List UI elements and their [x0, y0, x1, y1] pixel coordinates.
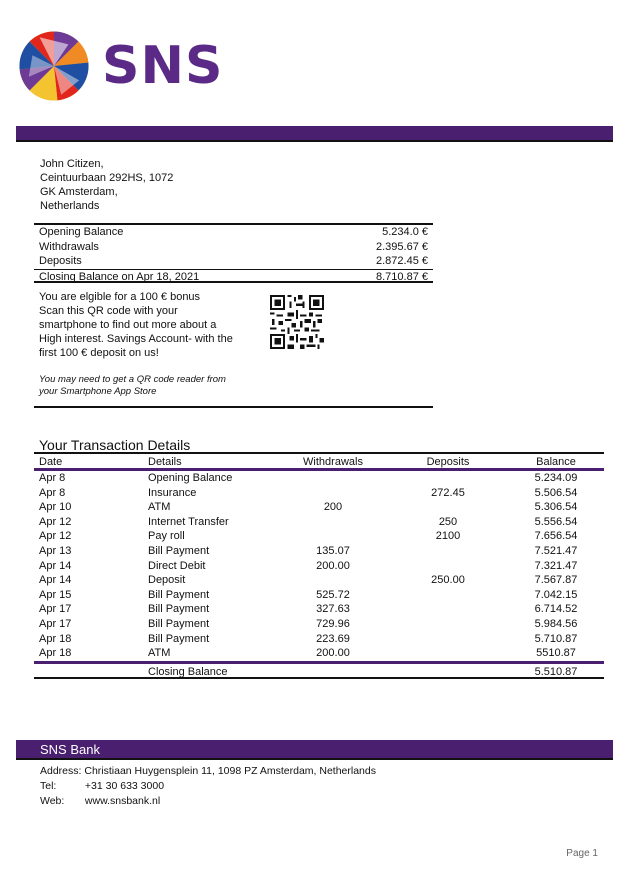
summary-closing-row — [34, 269, 433, 284]
table-row — [34, 632, 604, 647]
cell-date: Apr 12 — [39, 515, 72, 528]
summary-row — [34, 225, 433, 240]
cell-details: ATM — [148, 501, 171, 514]
cell-details: Bill Payment — [148, 544, 210, 557]
cell-deposit — [388, 559, 508, 574]
closing-balance-value: 5.510.87 — [534, 665, 578, 678]
cell-withdrawal — [278, 486, 388, 501]
cell-balance: 5.984.56 — [534, 617, 578, 630]
cell-date: Apr 8 — [39, 472, 66, 484]
cell-details: Bill Payment — [148, 603, 210, 616]
sns-logo — [18, 30, 223, 102]
cell-details: Opening Balance — [148, 472, 233, 484]
cell-date: Apr 15 — [39, 588, 72, 601]
cell-date: Apr 18 — [39, 632, 72, 645]
cell-details: Deposit — [148, 574, 186, 587]
cell-deposit — [388, 544, 508, 559]
cell-withdrawal — [278, 573, 388, 588]
cell-balance: 5.506.54 — [534, 486, 578, 499]
contact-tel — [40, 779, 376, 794]
transactions-table — [34, 452, 604, 679]
cell-date: Apr 18 — [39, 647, 72, 660]
cell-balance: 7.521.47 — [534, 544, 578, 557]
cell-date: Apr 17 — [39, 617, 72, 630]
column-header: Date — [39, 456, 63, 468]
promo-line: first 100 € deposit on us! — [39, 347, 159, 359]
cell-details: Bill Payment — [148, 588, 210, 601]
customer-address — [40, 157, 173, 213]
cell-details: ATM — [148, 647, 171, 660]
cell-details: Pay roll — [148, 530, 185, 543]
cell-balance: 7.567.87 — [534, 574, 578, 587]
cell-withdrawal: 327.63 — [316, 603, 350, 616]
cell-deposit — [388, 588, 508, 603]
cell-withdrawal — [278, 515, 388, 530]
address-value: Christiaan Huygensplein 11, 1098 PZ Amsterdam, Netherlands — [84, 765, 376, 777]
cell-balance: 7.042.15 — [534, 588, 578, 601]
cell-withdrawal: 135.07 — [316, 544, 350, 557]
column-header: Details — [148, 456, 182, 468]
cell-details: Bill Payment — [148, 617, 210, 630]
table-row — [34, 588, 604, 603]
cell-deposit — [388, 500, 508, 515]
cell-withdrawal: 223.69 — [316, 632, 350, 645]
closing-label: Closing Balance on Apr 18, 2021 — [39, 270, 200, 283]
promo-note-line: You may need to get a QR code reader from — [39, 374, 226, 385]
summary-value: 2.395.67 € — [376, 240, 428, 253]
cell-deposit — [388, 471, 508, 486]
cell-withdrawal: 200.00 — [316, 647, 350, 660]
balance-summary — [34, 223, 433, 283]
address-line-2: GK Amsterdam, — [40, 186, 118, 198]
table-row — [34, 544, 604, 559]
page-number: Page 1 — [566, 848, 598, 859]
cell-date: Apr 10 — [39, 501, 72, 514]
promo-note — [39, 374, 254, 398]
table-row — [34, 602, 604, 617]
closing-balance-label: Closing Balance — [148, 665, 228, 678]
summary-value: 2.872.45 € — [376, 255, 428, 267]
column-header: Withdrawals — [303, 456, 363, 468]
table-row — [34, 617, 604, 632]
summary-label: Opening Balance — [39, 226, 124, 238]
table-closing-row — [34, 661, 604, 679]
web-label: Web: — [40, 795, 65, 807]
customer-name: John Citizen, — [40, 158, 104, 170]
cell-balance: 7.321.47 — [534, 559, 578, 572]
column-header: Deposits — [426, 456, 470, 468]
cell-details: Bill Payment — [148, 632, 210, 645]
cell-withdrawal: 525.72 — [316, 588, 350, 601]
table-row — [34, 559, 604, 574]
cell-balance: 5.306.54 — [534, 501, 578, 514]
table-row — [34, 500, 604, 515]
cell-withdrawal: 200 — [323, 501, 343, 514]
promo-line: smartphone to find out more about a — [39, 319, 217, 331]
cell-date: Apr 14 — [39, 559, 72, 572]
cell-withdrawal: 729.96 — [316, 617, 350, 630]
closing-value: 8.710.87 € — [376, 270, 428, 283]
cell-deposit: 2100 — [435, 530, 461, 543]
cell-deposit — [388, 632, 508, 647]
cell-details: Insurance — [148, 486, 197, 499]
cell-withdrawal — [278, 471, 388, 486]
footer-bank-band: SNS Bank — [16, 740, 613, 760]
cell-deposit — [388, 617, 508, 632]
address-line-3: Netherlands — [40, 200, 100, 212]
cell-deposit — [388, 602, 508, 617]
sns-logo-icon — [18, 30, 90, 102]
promo-box — [34, 288, 433, 408]
table-row — [34, 471, 604, 486]
cell-withdrawal: 200.00 — [316, 559, 350, 572]
cell-deposit: 272.45 — [431, 486, 465, 499]
cell-deposit: 250 — [438, 515, 458, 528]
cell-deposit: 250.00 — [431, 574, 465, 587]
cell-details: Direct Debit — [148, 559, 206, 572]
cell-date: Apr 14 — [39, 574, 72, 587]
table-row — [34, 486, 604, 501]
promo-line: High interest. Savings Account- with the — [39, 333, 233, 345]
transactions-title: Your Transaction Details — [39, 437, 191, 453]
promo-note-line: your Smartphone App Store — [39, 386, 157, 397]
cell-deposit — [388, 646, 508, 661]
cell-balance: 5.710.87 — [534, 632, 578, 645]
bank-contact — [40, 764, 376, 809]
logo-wordmark: SNS — [102, 36, 224, 96]
summary-label: Withdrawals — [39, 240, 99, 253]
contact-web — [40, 794, 376, 809]
tel-label: Tel: — [40, 780, 57, 792]
summary-row — [34, 240, 433, 255]
cell-balance: 5.556.54 — [534, 515, 578, 528]
address-line-1: Ceintuurbaan 292HS, 1072 — [40, 172, 174, 184]
summary-row — [34, 254, 433, 269]
tel-value[interactable]: +31 30 633 3000 — [84, 780, 165, 792]
table-row — [34, 529, 604, 544]
promo-line: You are elgible for a 100 € bonus — [39, 291, 201, 303]
header-band — [16, 126, 613, 142]
promo-line: Scan this QR code with your — [39, 305, 178, 317]
summary-label: Deposits — [39, 255, 82, 267]
cell-date: Apr 8 — [39, 486, 66, 499]
table-row — [34, 515, 604, 530]
cell-balance: 5510.87 — [536, 647, 576, 660]
address-label: Address: — [40, 765, 82, 777]
contact-address — [40, 764, 376, 779]
column-header: Balance — [536, 456, 576, 468]
table-row — [34, 573, 604, 588]
qr-code-icon[interactable] — [270, 295, 324, 349]
cell-balance: 7.656.54 — [534, 530, 578, 543]
cell-date: Apr 17 — [39, 603, 72, 616]
cell-withdrawal — [278, 529, 388, 544]
cell-date: Apr 12 — [39, 530, 72, 543]
cell-date: Apr 13 — [39, 544, 72, 557]
cell-balance: 6.714.52 — [534, 603, 578, 616]
table-row — [34, 646, 604, 661]
web-link[interactable]: www.snsbank.nl — [84, 795, 161, 807]
cell-details: Internet Transfer — [148, 515, 229, 528]
summary-value: 5.234.0 € — [382, 226, 428, 238]
promo-text — [39, 290, 239, 360]
cell-balance: 5.234.09 — [534, 472, 578, 484]
table-header — [34, 454, 604, 471]
